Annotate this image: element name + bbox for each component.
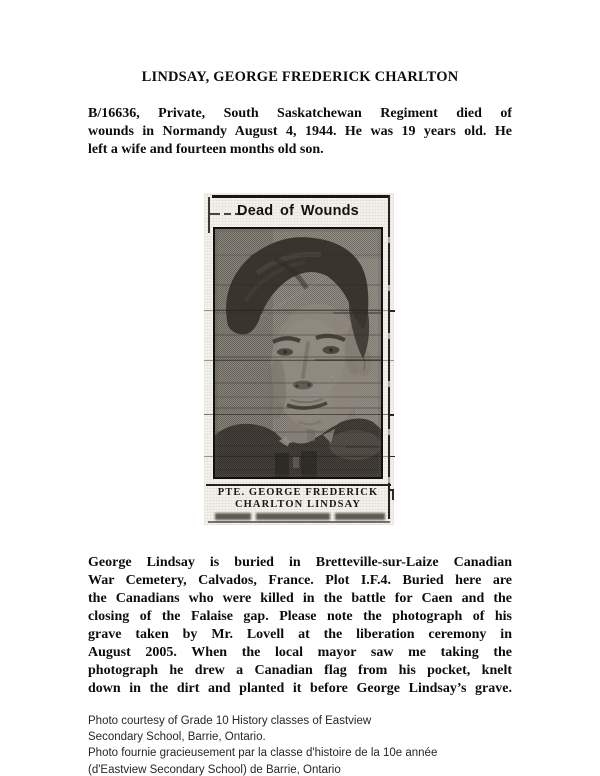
- smudged-text-fragment: [335, 513, 385, 520]
- clipping-scanline: [204, 360, 394, 361]
- clipping-scanline: [204, 310, 394, 311]
- margin-tick: [389, 310, 395, 312]
- photo-caption-line2: CHARLTON LINDSAY: [234, 499, 362, 510]
- credit-line: Photo courtesy of Grade 10 History classes of Eastview: [88, 715, 372, 727]
- paragraph-line: the Canadians who were killed in the battle for Caen and the: [88, 591, 512, 606]
- clipping-bottom-rule: [208, 521, 390, 523]
- paragraph-line: grave taken by Mr. Lovell at the liberation ceremony in: [88, 627, 512, 642]
- credit-line: (d'Eastview Secondary School) de Barrie, Ontario: [88, 763, 341, 776]
- clipping-scanline: [204, 414, 394, 415]
- credit-line: Secondary School, Barrie, Ontario.: [88, 731, 266, 744]
- clipping-headline: Dead of Wounds: [237, 203, 359, 219]
- clipping-scanline: [204, 456, 394, 457]
- halftone-portrait-graphic: [215, 229, 381, 477]
- paragraph-line: wounds in Normandy August 4, 1944. He was 19 years old. He: [88, 124, 512, 139]
- margin-tick: [389, 414, 394, 416]
- paragraph-line: photograph he drew a Canadian flag from his pocket, knelt: [88, 663, 512, 678]
- paragraph-line: down in the dirt and planted it before George Lindsay’s grave.: [88, 681, 512, 696]
- photo-credits: [88, 713, 528, 776]
- credit-line: Photo fournie gracieusement par la classe d'histoire de la 10e année: [88, 747, 438, 760]
- smudged-text-fragment: [256, 513, 330, 520]
- clipping-right-column-rule: [388, 195, 390, 519]
- clipping-top-rule: [212, 195, 389, 198]
- paragraph-line: George Lindsay is buried in Bretteville-sur-Laize Canadian: [88, 555, 512, 570]
- paragraph-line: War Cemetery, Calvados, France. Plot I.F.4. Buried here are: [88, 573, 512, 588]
- margin-tick: [389, 456, 395, 457]
- paragraph-line: closing of the Falaise gap. Please note the photograph of his: [88, 609, 512, 624]
- paragraph-line: August 2005. When the local mayor saw me taking the: [88, 645, 512, 660]
- page-title: LINDSAY, GEORGE FREDERICK CHARLTON: [141, 69, 459, 85]
- photo-caption-line1: PTE. GEORGE FREDERICK: [217, 487, 379, 498]
- burial-paragraph: [88, 554, 512, 698]
- newspaper-clipping: [204, 193, 394, 525]
- soldier-portrait-photo: [213, 227, 383, 479]
- paragraph-line: left a wife and fourteen months old son.: [88, 142, 324, 157]
- smudged-text-fragment: [215, 513, 251, 520]
- service-record-paragraph: [88, 105, 512, 159]
- paragraph-line: B/16636, Private, South Saskatchewan Regiment died of: [88, 106, 512, 121]
- clipping-left-column-rule: [208, 197, 210, 233]
- margin-tick: [392, 489, 394, 500]
- caption-top-rule: [206, 484, 391, 486]
